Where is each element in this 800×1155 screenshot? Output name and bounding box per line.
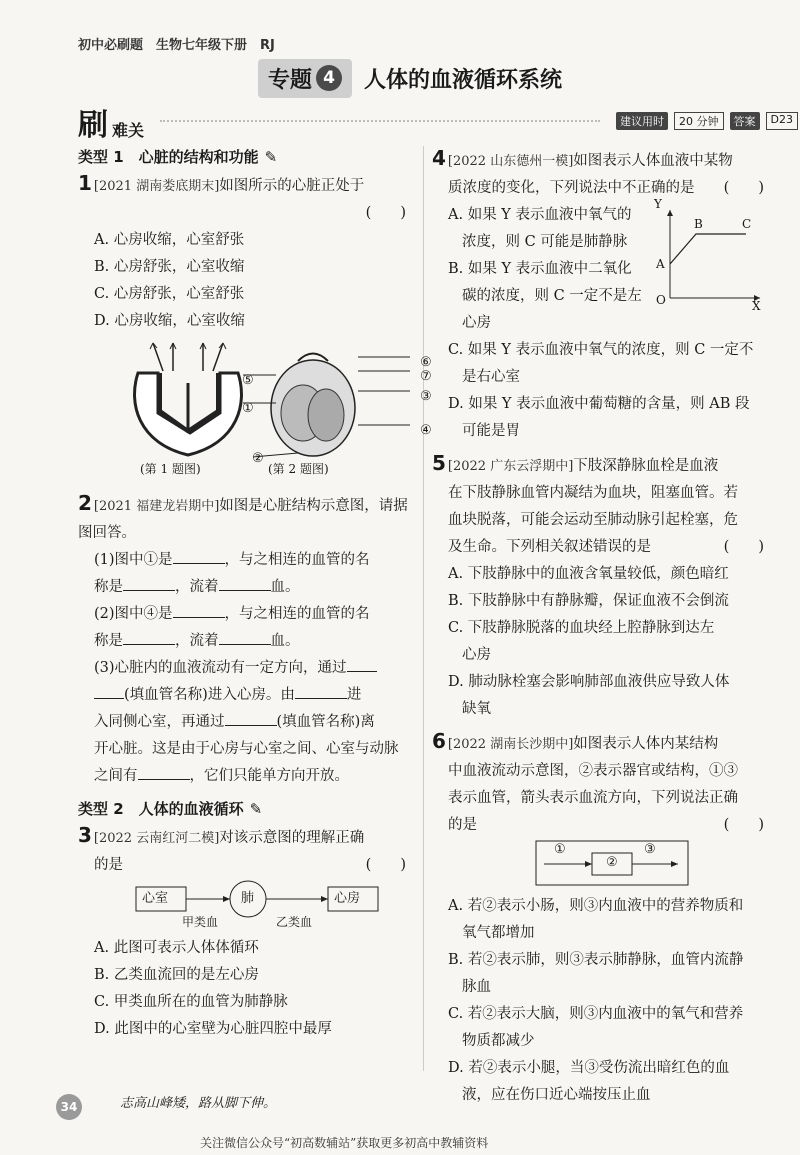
right-column xyxy=(432,146,764,1109)
fig2-label-6: ⑥ xyxy=(420,355,432,370)
topic-number: 4 xyxy=(316,65,342,91)
fig2-label-2: ② xyxy=(252,451,264,466)
fig1-caption: (第 1 题图) xyxy=(140,462,201,476)
q2-line5: (3)心脏内的血液流动有一定方向，通过 xyxy=(78,655,410,682)
q3-option-b: B. 乙类血流回的是左心房 xyxy=(94,967,259,983)
q6-option-c2: 物质都减少 xyxy=(462,1033,535,1049)
q5-option-a: A. 下肢静脉中的血液含氧量较低，颜色暗红 xyxy=(448,566,729,582)
q5-option-c2: 心房 xyxy=(462,647,491,663)
answer-value: D23 xyxy=(766,112,798,130)
q3-option-a: A. 此图可表示人体体循环 xyxy=(94,940,259,956)
q2-stem: 2 [2021 福建龙岩期中]如图是心脏结构示意图，请据图回答。 xyxy=(78,491,408,541)
q2-line8: 开心脏。这是由于心房与心室之间、心室与动脉 xyxy=(94,741,399,757)
q6-option-a2: 氧气都增加 xyxy=(462,925,535,941)
q6-organ-2: ② xyxy=(606,855,618,870)
q5-option-d2: 缺氧 xyxy=(462,701,491,717)
q3-option-d: D. 此图中的心室壁为心脏四腔中最厚 xyxy=(94,1021,332,1037)
answer-label: 答案 xyxy=(730,112,760,130)
topic-badge xyxy=(258,59,352,98)
q6-line3: 表示血管，箭头表示血流方向，下列说法正确 xyxy=(448,790,738,806)
section-small: 难关 xyxy=(112,121,145,140)
q1-q2-figures xyxy=(78,335,432,485)
q4-stem2: 质浓度的变化，下列说法中不正确的是 ( ) xyxy=(448,180,764,196)
q4-axis-y: Y xyxy=(654,197,662,211)
topic-title xyxy=(258,58,562,98)
q2-line4: 称是 ，流着 血。 xyxy=(78,628,410,655)
time-label: 建议用时 xyxy=(616,112,668,130)
q5-option-d1: D. 肺动脉栓塞会影响肺部血液供应导致人体 xyxy=(448,674,730,690)
q4-option-b1: B. 如果 Y 表示血液中二氧化 xyxy=(448,261,632,277)
q5-line2: 在下肢静脉血管内凝结为血块，阻塞血管。若 xyxy=(448,485,738,501)
q4-stem: 4 [2022 山东德州一模]如图表示人体血液中某物 xyxy=(432,146,733,170)
q5-line3: 血块脱落，可能会运动至肺动脉引起栓塞，危 xyxy=(448,512,738,528)
q3-blood-b: 乙类血 xyxy=(276,915,313,929)
topic-text: 人体的血液循环系统 xyxy=(364,67,563,93)
fig2-label-1: ① xyxy=(242,401,254,416)
q1-stem: 1 [2021 湖南娄底期末]如图所示的心脏正处于 xyxy=(78,171,365,195)
q4-point-b: B xyxy=(694,217,703,231)
q5-line4: 及生命。下列相关叙述错误的是 ( ) xyxy=(448,539,764,555)
fig2-label-4: ④ xyxy=(420,423,432,438)
topic-prefix: 专题 xyxy=(268,67,313,93)
time-value: 20 分钟 xyxy=(674,112,724,130)
dotted-divider xyxy=(160,120,600,122)
q4-option-d2: 可能是胃 xyxy=(462,423,520,439)
q4-option-d1: D. 如果 Y 表示血液中葡萄糖的含量，则 AB 段 xyxy=(448,396,750,412)
q6-option-d1: D. 若②表示小腿，当③受伤流出暗红色的血 xyxy=(448,1060,730,1076)
q1-option-c: C. 心房舒张，心室舒张 xyxy=(94,286,245,302)
q6-option-b1: B. 若②表示肺，则③表示肺静脉，血管内流静 xyxy=(448,952,744,968)
q4-point-c: C xyxy=(742,217,752,231)
type2-heading: 类型 2 人体的血液循环 ✎ xyxy=(78,799,263,818)
q4-block xyxy=(432,197,764,337)
q5-option-b: B. 下肢静脉中有静脉瓣，保证血液不会倒流 xyxy=(448,593,729,609)
fig2-label-7: ⑦ xyxy=(420,369,432,384)
left-column xyxy=(78,146,432,1043)
q1-paren-line: ( ) xyxy=(365,205,406,221)
q3-option-c: C. 甲类血所在的血管为肺静脉 xyxy=(94,994,288,1010)
q4-option-c1: C. 如果 Y 表示血液中氧气的浓度，则 C 一定不 xyxy=(448,342,754,358)
q4-option-a2: 浓度，则 C 可能是肺静脉 xyxy=(462,234,628,250)
page-number: 34 xyxy=(56,1094,82,1120)
type1-heading: 类型 1 心脏的结构和功能 ✎ xyxy=(78,147,278,166)
q3-stem2: 的是 ( ) xyxy=(94,857,406,873)
q5-option-c1: C. 下肢静脉脱落的血块经上腔静脉到达左 xyxy=(448,620,715,636)
time-info xyxy=(616,112,798,130)
q3-diagram xyxy=(78,879,410,935)
section-big: 刷 xyxy=(78,108,108,143)
footer-motto: 志高山峰矮，路从脚下伸。 xyxy=(120,1096,277,1111)
q4-graph xyxy=(654,197,766,313)
q2-line6: (填血管名称)进入心房。由 进 xyxy=(78,682,410,709)
pencil-icon: ✎ xyxy=(264,147,278,166)
q6-line2: 中血液流动示意图，②表示器官或结构，①③ xyxy=(448,763,738,779)
q6-vessel-3: ③ xyxy=(644,842,656,857)
heart-diagram-2 xyxy=(243,354,410,458)
q1-option-d: D. 心房收缩，心室收缩 xyxy=(94,313,245,329)
q4-option-a1: A. 如果 Y 表示血液中氧气的 xyxy=(448,207,632,223)
section-heading xyxy=(78,100,144,144)
q6-stem: 6 [2022 湖南长沙期中]如图表示人体内某结构 xyxy=(432,729,719,753)
q2-line2: 称是 ，流着 血。 xyxy=(78,574,410,601)
q3-ventricle: 心室 xyxy=(142,891,169,906)
q2-line3: (2)图中④是 ，与之相连的血管的名 xyxy=(78,601,410,628)
q5-stem: 5 [2022 广东云浮期中]下肢深静脉血栓是血液 xyxy=(432,451,719,475)
q6-option-c1: C. 若②表示大脑，则③内血液中的氧气和营养 xyxy=(448,1006,744,1022)
fig2-label-3: ③ xyxy=(420,389,432,404)
q3-atrium: 心房 xyxy=(334,891,361,906)
footer-note: 关注微信公众号“初高数辅站”获取更多初高中教辅资料 xyxy=(200,1136,489,1150)
fig2-caption: (第 2 题图) xyxy=(268,462,329,476)
q6-vessel-1: ① xyxy=(554,842,566,857)
heart-diagram-1 xyxy=(135,343,242,455)
q4-option-b3: 心房 xyxy=(462,315,491,331)
pencil-icon: ✎ xyxy=(249,799,263,818)
q6-option-b2: 脉血 xyxy=(462,979,491,995)
q6-option-a1: A. 若②表示小肠，则③内血液中的营养物质和 xyxy=(448,898,744,914)
q6-line4: 的是 ( ) xyxy=(448,817,764,833)
q4-point-a: A xyxy=(656,257,665,271)
fig2-label-5: ⑤ xyxy=(242,373,254,388)
book-header: 初中必刷题 生物七年级下册 RJ xyxy=(78,38,275,53)
q4-option-c2: 是右心室 xyxy=(462,369,520,385)
q6-option-d2: 液，应在伤口近心端按压止血 xyxy=(462,1087,651,1103)
q4-axis-x: X xyxy=(752,299,761,313)
q2-line7: 入同侧心室，再通过 (填血管名称)离 xyxy=(78,709,410,736)
q4-origin: O xyxy=(656,293,666,307)
q3-blood-a: 甲类血 xyxy=(182,915,219,929)
q3-stem: 3 [2022 云南红河二模]对该示意图的理解正确 xyxy=(78,823,365,847)
column-divider xyxy=(423,146,424,1071)
q4-option-b2: 碳的浓度，则 C 一定不是左 xyxy=(462,288,642,304)
q6-diagram xyxy=(432,839,764,893)
q2-line1: (1)图中①是 ，与之相连的血管的名 xyxy=(78,547,410,574)
q1-option-a: A. 心房收缩，心室舒张 xyxy=(94,232,245,248)
q1-option-b: B. 心房舒张，心室收缩 xyxy=(94,259,245,275)
q2-line9: 之间有 ，它们只能单方向开放。 xyxy=(78,763,410,790)
q3-lung: 肺 xyxy=(241,891,255,906)
